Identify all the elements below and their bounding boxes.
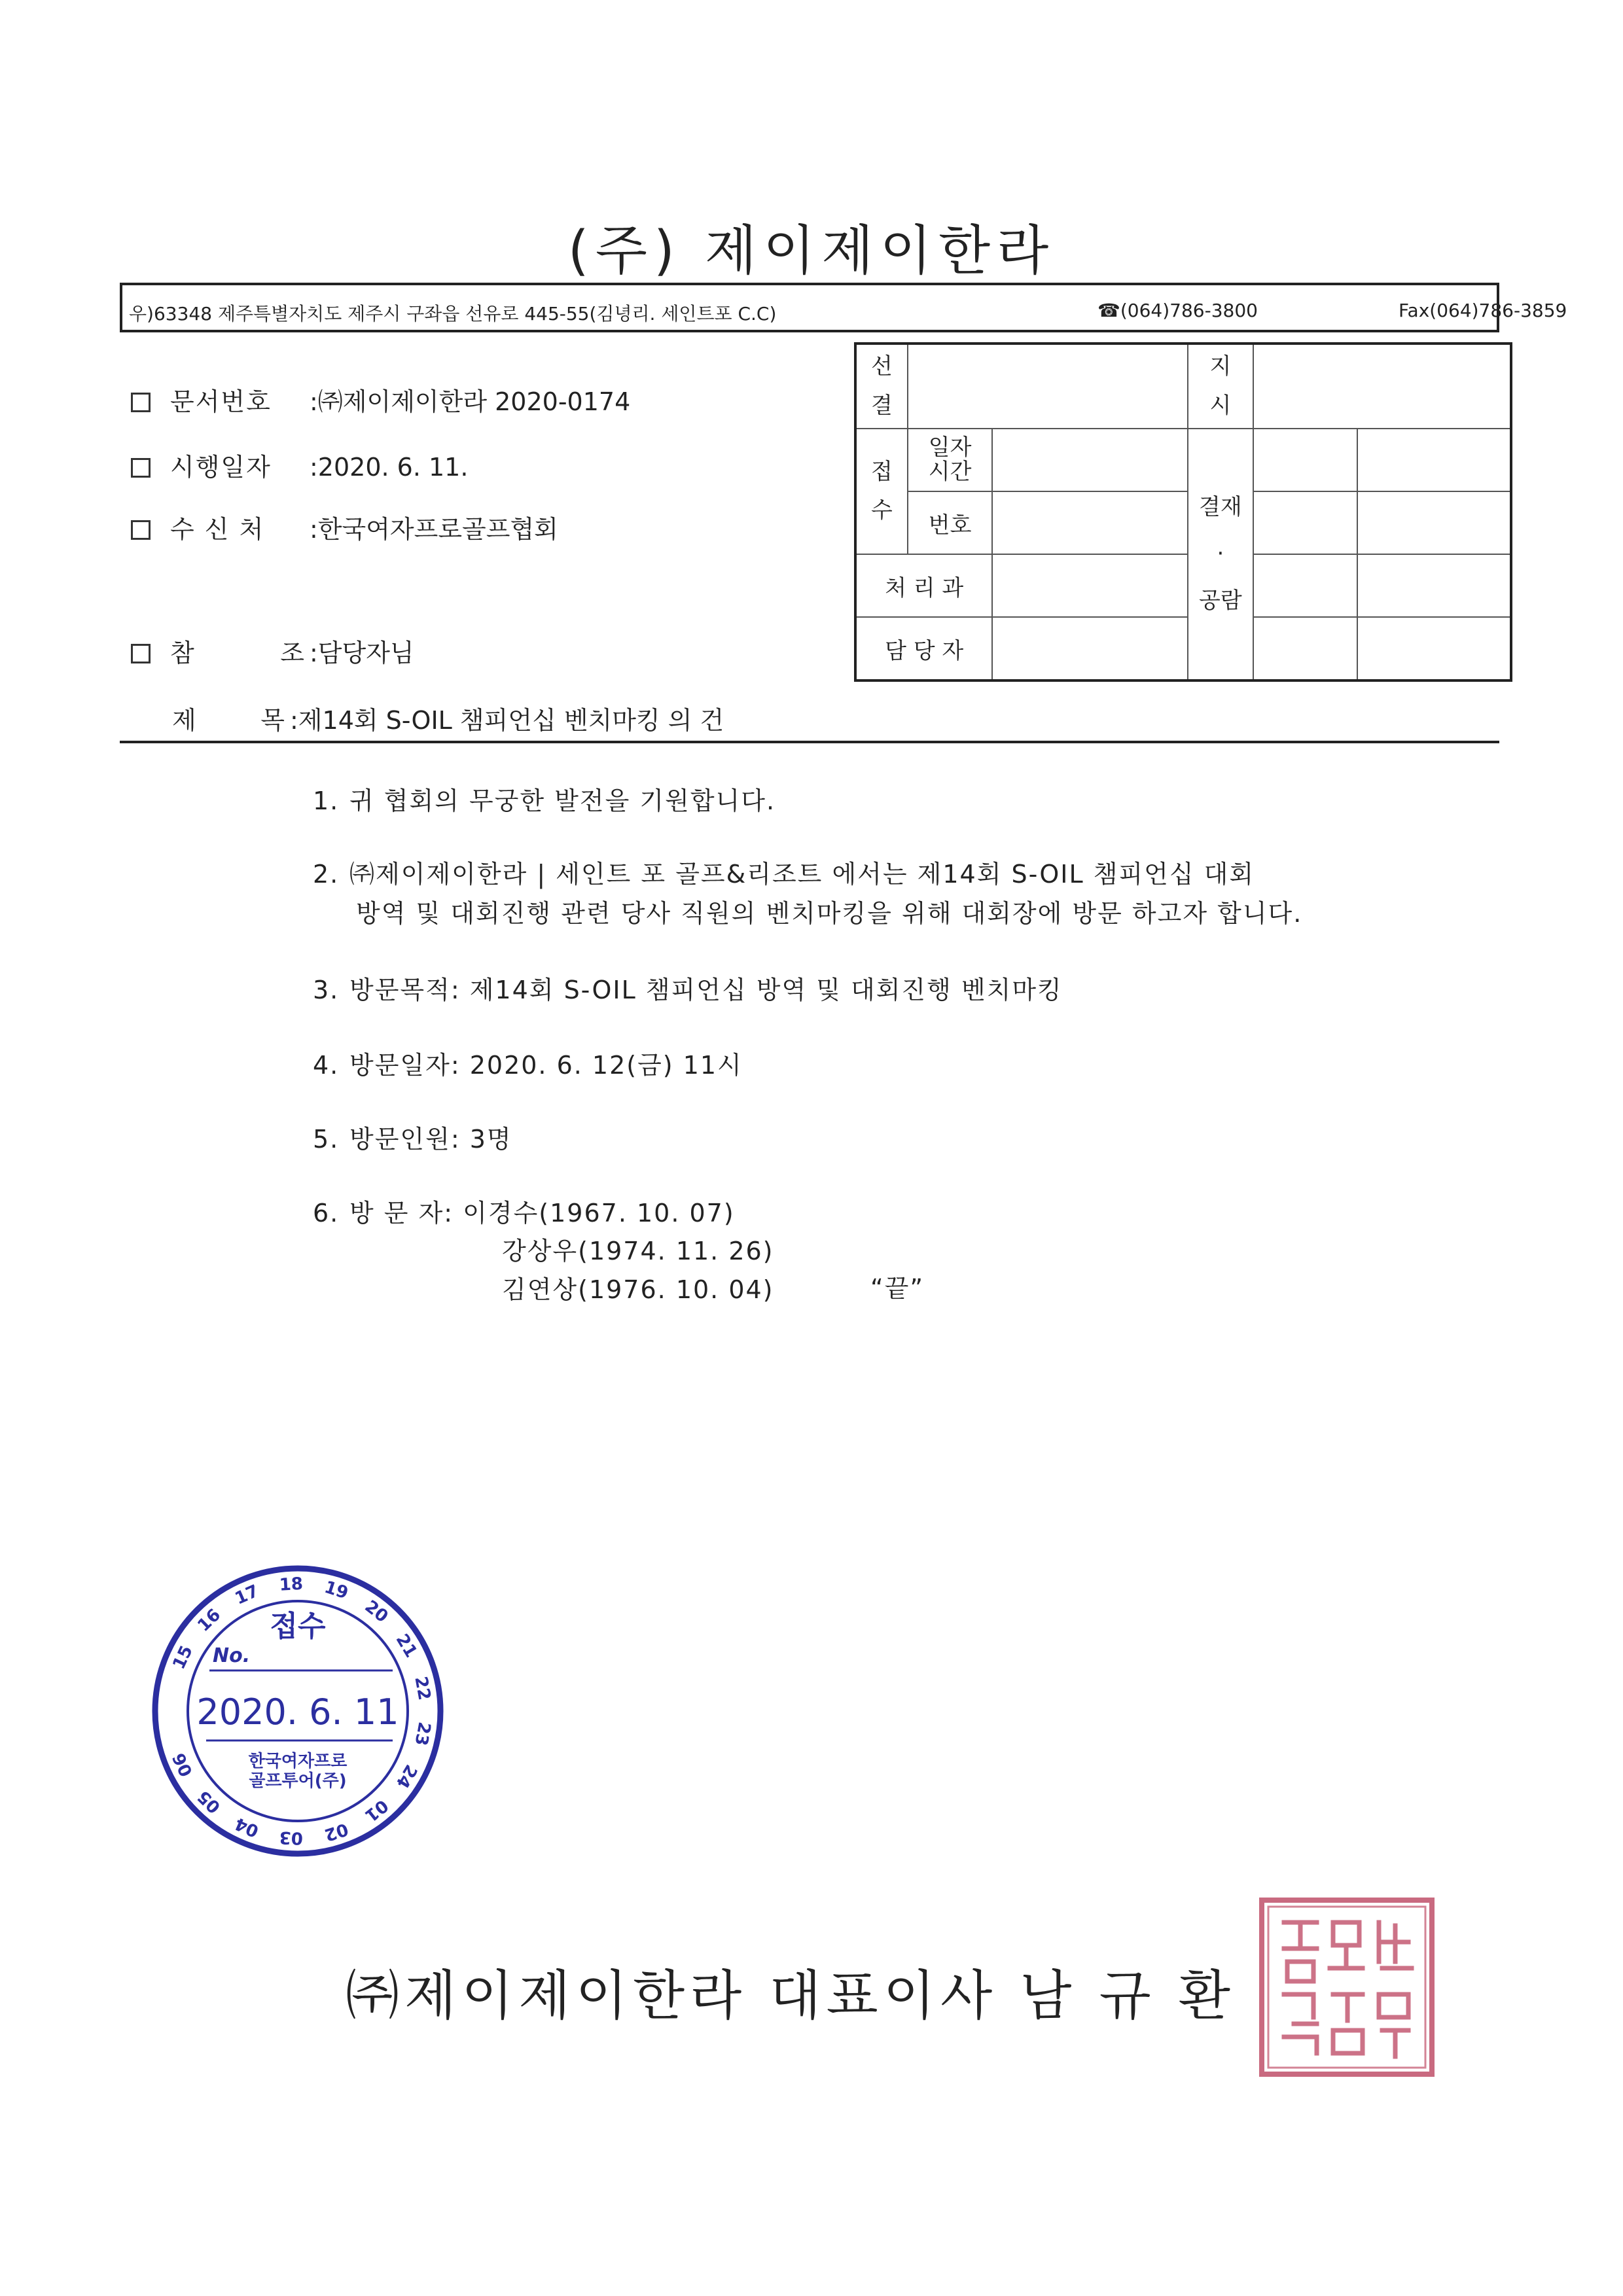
body-item-6: 6. 방 문 자: 이경수(1967. 10. 07) (313, 1199, 735, 1227)
receipt-label: 접 수 (855, 429, 908, 554)
reference-value: :담당자님 (310, 639, 414, 667)
reference-label: 참 조 (170, 639, 304, 667)
body-item-2: 2. ㈜제이제이한라 | 세인트 포 골프&리조트 에서는 제14회 S-OIL 챔피언십 대회 (313, 860, 1255, 889)
company-fax: Fax(064)786-3859 (1399, 300, 1567, 321)
pre-approval-cell (908, 344, 1188, 429)
doc-number-value: :㈜제이제이한라 2020-0174 (310, 387, 631, 416)
stamp-ring-number: 18 (279, 1574, 304, 1595)
body-item-1: 1. 귀 협회의 무궁한 발전을 기원합니다. (313, 786, 776, 815)
exec-date-value: :2020. 6. 11. (310, 453, 469, 482)
approval-cell-3b (1357, 554, 1511, 617)
approval-coop-label: 결재 · 공람 (1188, 429, 1253, 680)
company-phone: ☎(064)786-3800 (1097, 300, 1258, 321)
approval-cell-4b (1357, 617, 1511, 680)
number-cell (992, 491, 1188, 554)
date-time-label: 일자 시간 (908, 429, 993, 491)
stamp-ring-number: 19 (321, 1577, 351, 1604)
person-in-charge-label: 담 당 자 (855, 617, 992, 680)
stamp-ring-number: 20 (361, 1597, 392, 1627)
company-seal-icon (1258, 1896, 1436, 2078)
visitor-3: 김연상(1976. 10. 04) (502, 1275, 774, 1304)
stamp-ring-number: 22 (410, 1674, 435, 1702)
body-item-5: 5. 방문인원: 3명 (313, 1125, 512, 1154)
processing-dept-label: 처 리 과 (855, 554, 992, 617)
number-label: 번호 (908, 491, 993, 554)
approval-cell-1b (1357, 429, 1511, 491)
stamp-ring-number: 24 (391, 1761, 421, 1792)
approval-cell-1a (1253, 429, 1357, 491)
stamp-ring-number: 03 (279, 1827, 304, 1848)
stamp-no-label: No. (213, 1644, 251, 1667)
subject-row (131, 700, 724, 736)
exec-date-row (131, 447, 468, 483)
stamp-ring-number: 02 (321, 1818, 351, 1845)
recipient-value: :한국여자프로골프협회 (310, 515, 558, 544)
recipient-row (131, 509, 558, 545)
stamp-ring-number: 23 (410, 1720, 435, 1748)
receipt-stamp (141, 1554, 455, 1868)
stamp-org-line2: 골프투어(주) (249, 1771, 347, 1791)
recipient-label: 수 신 처 (170, 515, 265, 544)
stamp-date: 2020. 6. 11 (196, 1691, 399, 1733)
approval-cell-2b (1357, 491, 1511, 554)
reference-row (131, 633, 414, 669)
body-item-3: 3. 방문목적: 제14회 S-OIL 챔피언십 방역 및 대회진행 벤치마킹 (313, 976, 1063, 1004)
recipient-checkbox (131, 520, 151, 540)
instruction-cell (1253, 344, 1511, 429)
pre-approval-label: 선 결 (855, 344, 908, 429)
header-divider (120, 741, 1499, 743)
person-in-charge-cell (992, 617, 1188, 680)
end-mark: “끝” (870, 1274, 925, 1303)
approval-cell-2a (1253, 491, 1357, 554)
address-bar (120, 283, 1567, 332)
doc-number-checkbox (131, 393, 151, 412)
signature-line: ㈜제이제이한라 대표이사 남 규 환 (346, 1965, 1236, 2027)
stamp-ring-number: 17 (232, 1581, 262, 1609)
date-time-cell (992, 429, 1188, 491)
stamp-ring-number: 16 (194, 1605, 225, 1636)
stamp-ring-number: 04 (232, 1813, 262, 1841)
body-item-2-continued: 방역 및 대회진행 관련 당사 직원의 벤치마킹을 위해 대회장에 방문 하고자 합니다. (356, 899, 1303, 928)
stamp-org-line1: 한국여자프로 (248, 1752, 348, 1771)
stamp-ring-number: 05 (194, 1786, 225, 1817)
body-item-4: 4. 방문일자: 2020. 6. 12(금) 11시 (313, 1051, 743, 1080)
subject-value: :제14회 S-OIL 챔피언십 벤치마킹 의 건 (290, 706, 724, 735)
stamp-title: 접수 (270, 1610, 326, 1643)
visitor-2: 강상우(1974. 11. 26) (502, 1237, 774, 1265)
instruction-label: 지 시 (1188, 344, 1253, 429)
company-title: (주) 제이제이한라 (567, 220, 1056, 282)
stamp-ring-number: 15 (169, 1642, 197, 1672)
doc-number-label: 문서번호 (170, 387, 272, 416)
company-address: 우)63348 제주특별자치도 제주시 구좌읍 선유로 445-55(김녕리. 세인트포 C.C) (129, 303, 777, 325)
subject-label: 제 목 (172, 706, 285, 735)
exec-date-label: 시행일자 (170, 453, 272, 482)
reference-checkbox (131, 644, 151, 663)
stamp-ring-number: 06 (169, 1750, 197, 1780)
exec-date-checkbox (131, 458, 151, 478)
doc-number-row (131, 381, 630, 417)
approval-cell-3a (1253, 554, 1357, 617)
approval-cell-4a (1253, 617, 1357, 680)
approval-table (854, 342, 1512, 682)
stamp-ring-number: 21 (391, 1631, 421, 1661)
stamp-ring-number: 01 (361, 1795, 392, 1826)
processing-dept-cell (992, 554, 1188, 617)
